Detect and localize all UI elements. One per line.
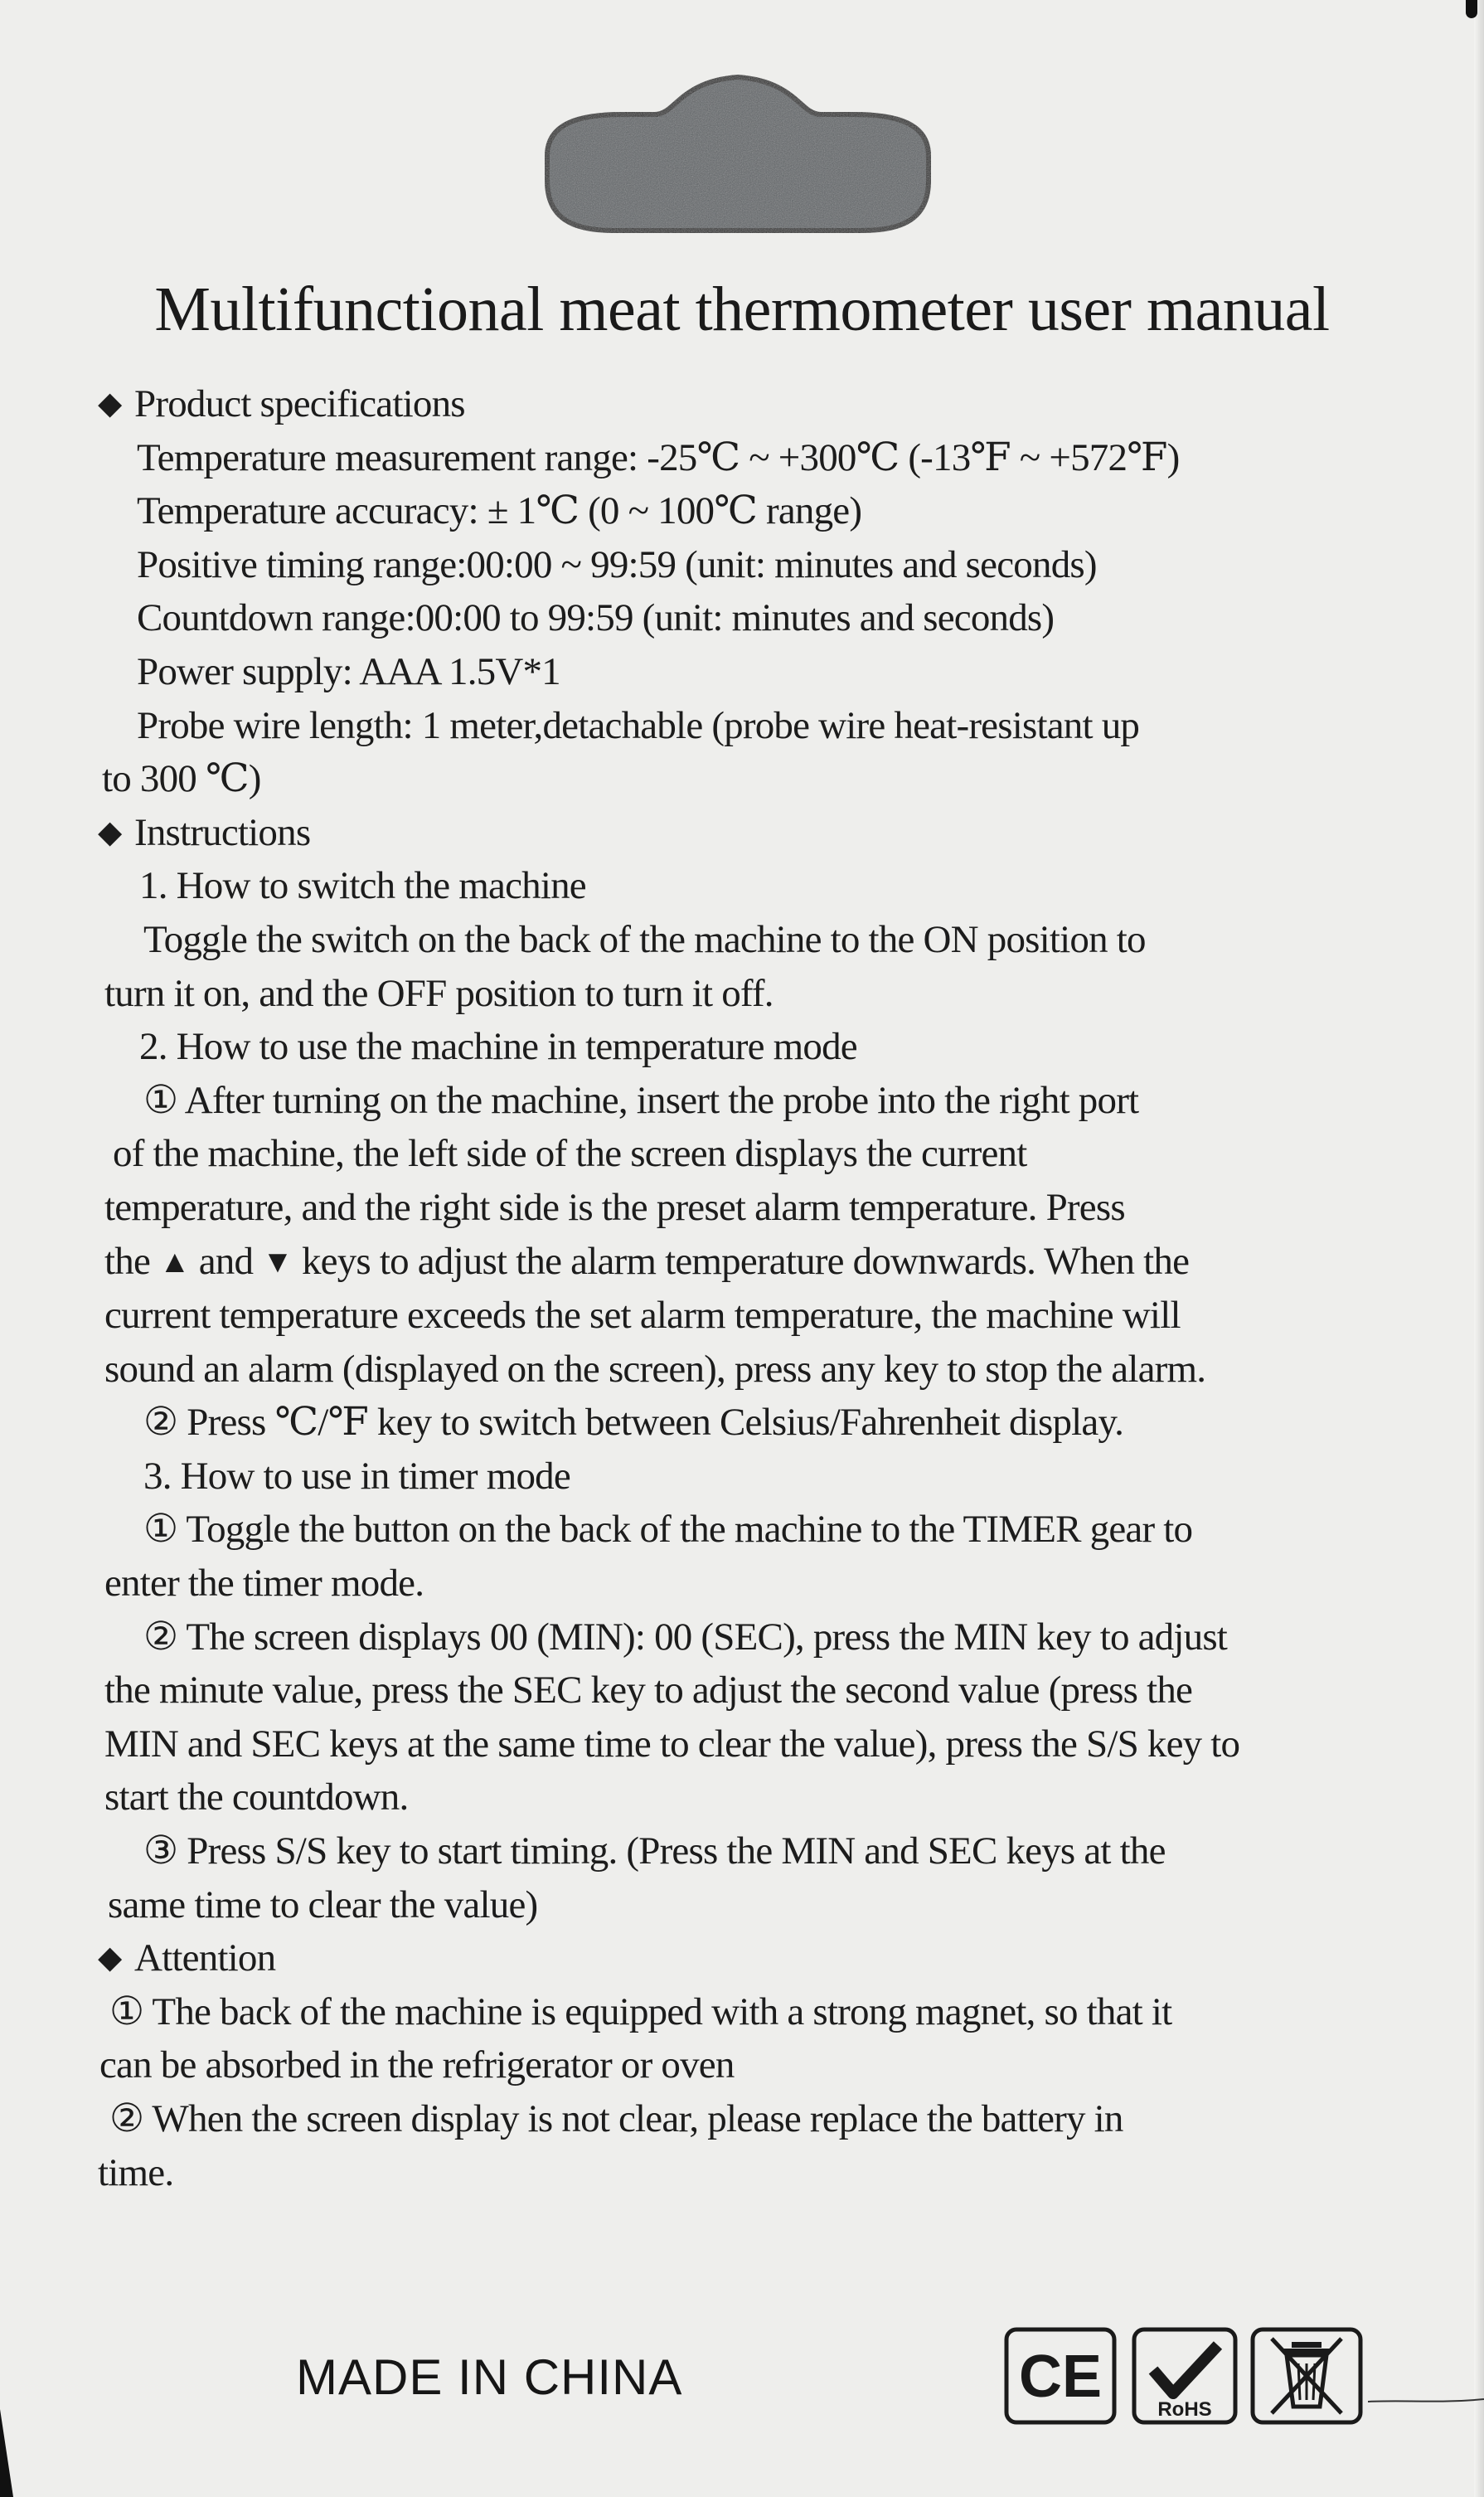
page-edge bbox=[1474, 0, 1484, 2497]
paragraph-line: ② When the screen display is not clear, please replace the battery in bbox=[109, 2097, 1123, 2140]
section-heading-instructions: ◆ Instructions bbox=[98, 806, 1399, 860]
diamond-bullet-icon: ◆ bbox=[98, 386, 122, 421]
crossed-bin-icon bbox=[1250, 2327, 1363, 2425]
section-heading-attention: ◆ Attention bbox=[98, 1931, 1399, 1985]
down-triangle-icon: ▼ bbox=[262, 1244, 293, 1280]
made-in-label: MADE IN CHINA bbox=[296, 2349, 683, 2405]
spec-item: Countdown range:00:00 to 99:59 (unit: minutes and seconds) bbox=[137, 596, 1055, 640]
subsection-title: 1. How to switch the machine bbox=[139, 864, 586, 908]
section-heading-specifications: ◆ Product specifications bbox=[98, 377, 1399, 431]
diamond-bullet-icon: ◆ bbox=[98, 814, 122, 850]
scratch-line bbox=[1368, 2397, 1484, 2405]
svg-text:CE: CE bbox=[1018, 2344, 1103, 2410]
paragraph-line: can be absorbed in the refrigerator or oven bbox=[99, 2043, 735, 2087]
paragraph-line: current temperature exceeds the set alarm temperature, the machine will bbox=[104, 1294, 1181, 1338]
paragraph-line: ② The screen displays 00 (MIN): 00 (SEC), press the MIN key to adjust bbox=[143, 1615, 1228, 1659]
spec-item: Probe wire length: 1 meter,detachable (probe wire heat-resistant up bbox=[137, 703, 1140, 747]
diamond-bullet-icon: ◆ bbox=[98, 1941, 122, 1976]
manual-body bbox=[98, 377, 1399, 2199]
paragraph-line: same time to clear the value) bbox=[108, 1882, 538, 1926]
corner-shadow-bottom bbox=[0, 2409, 13, 2497]
spec-item-continued: to 300 ℃) bbox=[102, 757, 261, 801]
subsection-title: 2. How to use the machine in temperature mode bbox=[139, 1025, 857, 1069]
up-triangle-icon: ▲ bbox=[158, 1244, 190, 1280]
paragraph-line: the ▲ and ▼ keys to adjust the alarm temperature downwards. When the bbox=[104, 1239, 1190, 1283]
ce-mark-icon bbox=[1004, 2327, 1117, 2425]
paragraph-line: ② Press ℃/℉ key to switch between Celsius/Fahrenheit display. bbox=[143, 1401, 1124, 1445]
paragraph-line: ① After turning on the machine, insert the probe into the right port bbox=[143, 1078, 1139, 1122]
paragraph-line: sound an alarm (displayed on the screen), press any key to stop the alarm. bbox=[104, 1347, 1206, 1391]
paragraph-line: ③ Press S/S key to start timing. (Press the MIN and SEC keys at the bbox=[143, 1829, 1166, 1873]
manual-title: Multifunctional meat thermometer user manual bbox=[154, 274, 1330, 344]
spec-item: Positive timing range:00:00 ~ 99:59 (unit: minutes and seconds) bbox=[137, 542, 1097, 586]
paragraph-line: ① The back of the machine is equipped with a strong magnet, so that it bbox=[109, 1989, 1172, 2033]
spec-item: Temperature measurement range: -25℃ ~ +300℃ (-13℉ ~ +572℉) bbox=[137, 435, 1180, 479]
paragraph-line: the minute value, press the SEC key to adjust the second value (press the bbox=[104, 1669, 1193, 1712]
corner-shadow bbox=[1466, 0, 1477, 18]
rohs-badge bbox=[1132, 2327, 1238, 2425]
paragraph-line: Toggle the switch on the back of the machine to the ON position to bbox=[143, 917, 1146, 961]
paragraph-line: start the countdown. bbox=[104, 1776, 409, 1819]
paragraph-line: turn it on, and the OFF position to turn it off. bbox=[104, 971, 774, 1015]
rohs-label: RoHS bbox=[1157, 2398, 1212, 2421]
paragraph-line: time. bbox=[98, 2150, 174, 2194]
spec-item: Power supply: AAA 1.5V*1 bbox=[137, 649, 560, 693]
paragraph-line: temperature, and the right side is the preset alarm temperature. Press bbox=[104, 1185, 1125, 1229]
paragraph-line: of the machine, the left side of the screen displays the current bbox=[113, 1132, 1027, 1176]
spec-item: Temperature accuracy: ± 1℃ (0 ~ 100℃ range) bbox=[137, 489, 862, 533]
paragraph-line: enter the timer mode. bbox=[104, 1562, 424, 1606]
hang-tab-icon bbox=[531, 65, 945, 255]
paragraph-line: ① Toggle the button on the back of the machine to the TIMER gear to bbox=[143, 1508, 1193, 1552]
subsection-title: 3. How to use in timer mode bbox=[143, 1454, 570, 1498]
paragraph-line: MIN and SEC keys at the same time to clear the value), press the S/S key to bbox=[104, 1722, 1240, 1766]
